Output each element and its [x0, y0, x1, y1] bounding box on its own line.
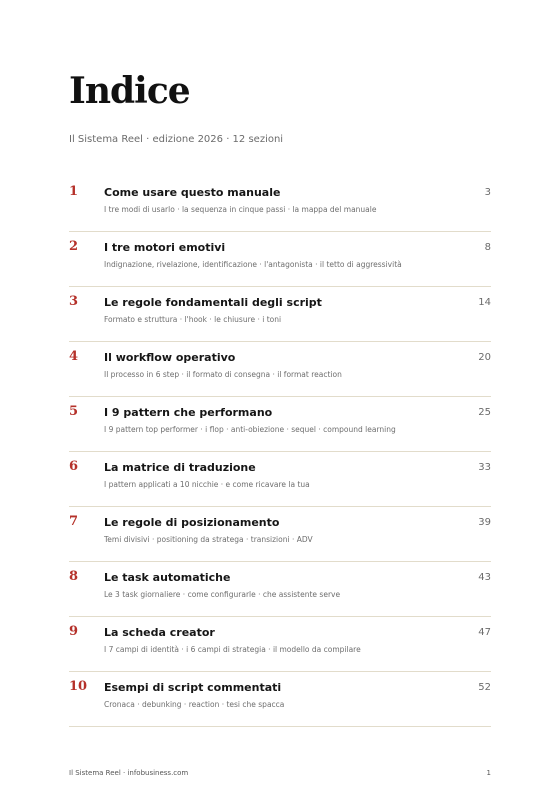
toc-entry-title[interactable]: Le regole fondamentali degli script	[104, 296, 322, 309]
toc-entry-number: 10	[69, 679, 88, 694]
toc-entry-page: 20	[478, 352, 491, 363]
toc-entry-title[interactable]: La scheda creator	[104, 626, 215, 639]
toc-entry-description: I tre modi di usarlo · la sequenza in cinque passi · la mappa del manuale	[104, 205, 377, 214]
toc-entry[interactable]	[69, 343, 491, 397]
toc-entry-page: 25	[478, 407, 491, 418]
toc-entry-number: 4	[69, 349, 79, 364]
toc-entry-description: Il processo in 6 step · il formato di consegna · il format reaction	[104, 370, 342, 379]
table-of-contents	[69, 178, 491, 728]
toc-entry-page: 14	[478, 297, 491, 308]
toc-entry-number: 8	[69, 569, 79, 584]
toc-entry-page: 43	[478, 572, 491, 583]
toc-entry-description: Formato e struttura · l'hook · le chiusure · i toni	[104, 315, 282, 324]
toc-entry-title[interactable]: La matrice di traduzione	[104, 461, 256, 474]
toc-entry-description: I pattern applicati a 10 nicchie · e come ricavare la tua	[104, 480, 310, 489]
page-title: Indice	[69, 70, 190, 112]
toc-entry[interactable]	[69, 563, 491, 617]
toc-entry-page: 39	[478, 517, 491, 528]
toc-entry[interactable]	[69, 233, 491, 287]
toc-entry-number: 6	[69, 459, 79, 474]
toc-entry-page: 8	[484, 242, 491, 253]
footer-text: Il Sistema Reel · infobusiness.com	[69, 769, 189, 777]
footer-page-number: 1	[486, 769, 491, 777]
toc-entry[interactable]	[69, 398, 491, 452]
toc-entry-title[interactable]: Le task automatiche	[104, 571, 231, 584]
toc-entry-number: 1	[69, 184, 79, 199]
page-subtitle: Il Sistema Reel · edizione 2026 · 12 sezioni	[69, 134, 284, 145]
toc-entry[interactable]	[69, 618, 491, 672]
toc-entry-number: 3	[69, 294, 79, 309]
toc-entry-description: Indignazione, rivelazione, identificazione · l'antagonista · il tetto di aggressività	[104, 260, 402, 269]
toc-entry-title[interactable]: I 9 pattern che performano	[104, 406, 273, 419]
toc-entry-title[interactable]: I tre motori emotivi	[104, 241, 226, 254]
toc-entry-page: 3	[484, 187, 491, 198]
toc-entry-page: 52	[478, 682, 491, 693]
toc-entry-description: Cronaca · debunking · reaction · tesi che spacca	[104, 700, 285, 709]
toc-entry-number: 7	[69, 514, 79, 529]
toc-entry-description: Le 3 task giornaliere · come configurarle · che assistente serve	[104, 590, 341, 599]
toc-entry-number: 9	[69, 624, 79, 639]
toc-entry-title[interactable]: Come usare questo manuale	[104, 186, 281, 199]
toc-entry[interactable]	[69, 508, 491, 562]
toc-entry-title[interactable]: Esempi di script commentati	[104, 681, 282, 694]
toc-entry-number: 5	[69, 404, 79, 419]
toc-entry-page: 33	[478, 462, 491, 473]
toc-entry[interactable]	[69, 288, 491, 342]
toc-entry[interactable]	[69, 673, 491, 727]
toc-entry-title[interactable]: Il workflow operativo	[104, 351, 236, 364]
toc-entry-number: 2	[69, 239, 79, 254]
toc-entry[interactable]	[69, 453, 491, 507]
toc-entry-title[interactable]: Le regole di posizionamento	[104, 516, 280, 529]
toc-entry-page: 47	[478, 627, 491, 638]
toc-entry-description: Temi divisivi · positioning da stratega · transizioni · ADV	[104, 535, 313, 544]
toc-entry[interactable]	[69, 178, 491, 232]
toc-entry-description: I 7 campi di identità · i 6 campi di strategia · il modello da compilare	[104, 645, 361, 654]
toc-entry-description: I 9 pattern top performer · i flop · anti-obiezione · sequel · compound learning	[104, 425, 396, 434]
